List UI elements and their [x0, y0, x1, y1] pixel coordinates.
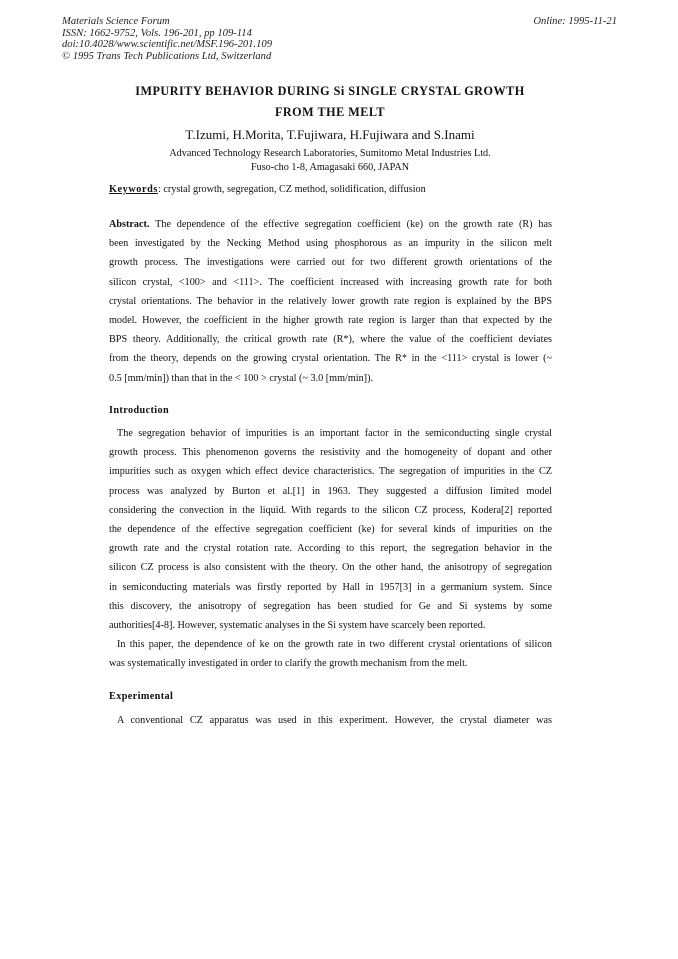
abstract-label: Abstract.: [109, 219, 150, 230]
introduction-line: process was analyzed by Burton et al.[1] in 1963. They suggested a diffusion limited model: [109, 485, 552, 497]
keywords-line: [109, 183, 569, 196]
introduction-line: the dependence of the effective segregation coefficient (ke) for several kinds of impurities on the: [109, 524, 552, 536]
introduction-line: was systematically investigated in order to clarify the growth mechanism from the melt.: [109, 658, 468, 670]
affiliation-line-2: Fuso-cho 1-8, Amagasaki 660, JAPAN: [250, 161, 410, 173]
abstract-line: [109, 215, 552, 234]
affiliation: [80, 147, 580, 174]
title-line-1: IMPURITY BEHAVIOR DURING Si SINGLE CRYSTAL GROWTH: [135, 84, 525, 98]
introduction-line: authorities[4-8]. However, systematic analyses in the Si system have scarcely been reported.: [109, 620, 486, 632]
title-line-2: FROM THE MELT: [274, 105, 386, 119]
introduction-line: this discovery, the anisotropy of segregation has been studied for Ge and Si systems by some: [109, 600, 552, 612]
experimental-body: [109, 711, 552, 730]
online-date: Online: 1995-11-21: [533, 16, 617, 27]
publication-header: [62, 16, 622, 62]
abstract-line: from the theory, depends on the growing crystal orientation. The R* in the <111> crystal is lower (~: [109, 353, 552, 365]
introduction-line: growth rate and the crystal rotation rate. According to this report, the segregation behavior in the: [109, 543, 552, 555]
issn-line: ISSN: 1662-9752, Vols. 196-201, pp 109-114: [62, 27, 252, 39]
abstract-line: 0.5 [mm/min]) than that in the < 100 > crystal (~ 3.0 [mm/min]).: [109, 372, 374, 384]
abstract-line: been investigated by the Necking Method using phosphorous as an impurity in the silicon melt: [109, 238, 552, 250]
introduction-line: impurities such as oxygen which effect device characteristics. The segregation of impurities in the CZ: [109, 466, 552, 478]
keywords-text: : crystal growth, segregation, CZ method, solidification, diffusion: [157, 184, 426, 195]
abstract-line-text: The dependence of the effective segregation coefficient (ke) on the growth rate (R) has: [149, 219, 552, 230]
abstract-paragraph: [109, 215, 552, 388]
abstract-line: silicon crystal, <100> and <111>. The coefficient increased with increasing growth rate for both: [109, 276, 552, 288]
abstract-line: crystal orientations. The behavior in the relatively lower growth rate region is explained by the BPS: [109, 295, 552, 307]
introduction-line: In this paper, the dependence of ke on the growth rate in two different crystal orientations of silicon: [117, 639, 552, 651]
copyright-line: © 1995 Trans Tech Publications Ltd, Switzerland: [62, 50, 272, 62]
abstract-line: growth process. The investigations were carried out for two different growth orientations of the: [109, 257, 552, 269]
author-list: T.Izumi, H.Morita, T.Fujiwara, H.Fujiwara and S.Inami: [185, 127, 475, 142]
doi-line: doi:10.4028/www.scientific.net/MSF.196-201.109: [62, 39, 272, 51]
introduction-body: [109, 424, 552, 674]
experimental-heading: Experimental: [109, 691, 174, 702]
keywords-label: Keywords: [109, 184, 158, 195]
introduction-line: The segregation behavior of impurities is an important factor in the semiconducting single crystal: [117, 428, 552, 439]
abstract-line: BPS theory. Additionally, the critical growth rate (R*), where the value of the coefficient deviates: [109, 334, 552, 346]
introduction-line: considering the convection in the liquid. With regards to the silicon CZ process, Kodera[2] reported: [109, 504, 552, 516]
introduction-line: silicon CZ process is also consistent with the theory. On the other hand, the anisotropy of segregation: [109, 562, 552, 574]
affiliation-line-1: Advanced Technology Research Laboratories, Sumitomo Metal Industries Ltd.: [169, 148, 491, 159]
introduction-line: growth process. This phenomenon governs the resistivity and the homogeneity of dopant and other: [109, 447, 552, 459]
paper-title: [100, 81, 560, 123]
experimental-line: A conventional CZ apparatus was used in this experiment. However, the crystal diameter was: [117, 715, 552, 726]
introduction-heading: Introduction: [109, 405, 170, 416]
abstract-line: model. However, the coefficient in the higher growth rate region is larger than that expected by the: [109, 315, 552, 327]
journal-name: Materials Science Forum: [62, 16, 170, 27]
introduction-line: in semiconducting materials was firstly reported by Hall in 1957[3] in a germanium system. Since: [109, 581, 552, 593]
